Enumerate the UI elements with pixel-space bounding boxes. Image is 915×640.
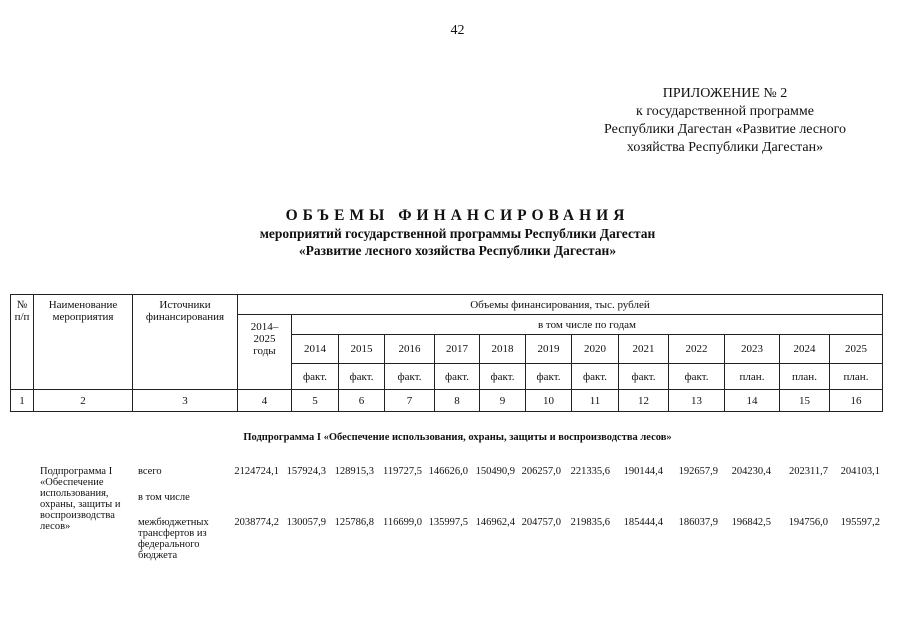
value-cell: 190144,4: [623, 466, 663, 477]
document-title: [0, 206, 915, 259]
column-number: 5: [292, 390, 339, 412]
value-cell: 206257,0: [521, 466, 561, 477]
value-cell: 186037,9: [678, 517, 718, 528]
status-cell: план.: [725, 364, 780, 390]
value-cell: 128915,3: [334, 466, 374, 477]
status-cell: факт.: [572, 364, 619, 390]
year-cell: 2020: [572, 335, 619, 364]
subprogram-header: Подпрограмма I «Обеспечение использования, охраны, защиты и воспроизводства лесов»: [243, 432, 672, 443]
value-cell: 185444,4: [623, 517, 663, 528]
status-cell: факт.: [526, 364, 572, 390]
header-total-years: 2014–2025 годы: [238, 315, 292, 390]
status-cell: факт.: [339, 364, 385, 390]
year-cell: 2019: [526, 335, 572, 364]
title-line-1: ОБЪЕМЫ ФИНАНСИРОВАНИЯ: [285, 207, 630, 224]
year-cell: 2022: [669, 335, 725, 364]
appendix-line: хозяйства Республики Дагестан»: [626, 140, 824, 155]
value-cell: 219835,6: [570, 517, 610, 528]
value-cell: 119727,5: [383, 466, 422, 477]
year-cell: 2021: [619, 335, 669, 364]
column-number: 11: [572, 390, 619, 412]
header-source: Источники финансирования: [133, 295, 238, 390]
column-number: 12: [619, 390, 669, 412]
status-cell: факт.: [385, 364, 435, 390]
appendix-line: ПРИЛОЖЕНИЕ № 2: [662, 86, 788, 101]
status-cell: факт.: [480, 364, 526, 390]
value-cell: 221335,6: [570, 466, 610, 477]
year-cell: 2023: [725, 335, 780, 364]
value-cell: 196842,5: [731, 517, 771, 528]
page-number: 42: [450, 23, 465, 38]
header-name: Наименование мероприятия: [34, 295, 133, 390]
value-cell: 2038774,2: [234, 517, 279, 528]
status-cell: факт.: [619, 364, 669, 390]
year-cell: 2016: [385, 335, 435, 364]
value-cell: 116699,0: [383, 517, 422, 528]
appendix-block: [560, 85, 890, 157]
column-number: 4: [238, 390, 292, 412]
appendix-line: к государственной программе: [636, 104, 814, 119]
column-number: 9: [480, 390, 526, 412]
value-cell: 192657,9: [678, 466, 718, 477]
column-number: 6: [339, 390, 385, 412]
column-number: 1: [11, 390, 34, 412]
column-number: 7: [385, 390, 435, 412]
financing-table: [10, 294, 883, 412]
value-cell: 204103,1: [840, 466, 880, 477]
column-number: 16: [830, 390, 883, 412]
value-cell: 130057,9: [286, 517, 326, 528]
row-source-federal: межбюджетных трансфертов из федерального бюджета: [138, 517, 209, 561]
value-cell: 202311,7: [789, 466, 828, 477]
row-source-total: всего: [138, 466, 162, 477]
value-cell: 146626,0: [428, 466, 468, 477]
value-cell: 194756,0: [788, 517, 828, 528]
value-cell: 204757,0: [521, 517, 561, 528]
year-cell: 2017: [435, 335, 480, 364]
value-cell: 125786,8: [334, 517, 374, 528]
title-line-2: мероприятий государственной программы Республики Дагестан: [259, 226, 656, 241]
column-number: 10: [526, 390, 572, 412]
value-cell: 135997,5: [428, 517, 468, 528]
status-cell: план.: [780, 364, 830, 390]
title-line-3: «Развитие лесного хозяйства Республики Дагестан»: [298, 243, 617, 258]
status-cell: факт.: [435, 364, 480, 390]
year-cell: 2024: [780, 335, 830, 364]
status-cell: план.: [830, 364, 883, 390]
value-cell: 146962,4: [475, 517, 515, 528]
status-cell: факт.: [669, 364, 725, 390]
status-cell: факт.: [292, 364, 339, 390]
header-no: № п/п: [11, 295, 34, 390]
value-cell: 150490,9: [475, 466, 515, 477]
column-number: 13: [669, 390, 725, 412]
value-cell: 2124724,1: [234, 466, 279, 477]
appendix-line: Республики Дагестан «Развитие лесного: [604, 122, 846, 137]
column-number: 14: [725, 390, 780, 412]
value-cell: 157924,3: [286, 466, 326, 477]
value-cell: 195597,2: [840, 517, 880, 528]
header-volumes: Объемы финансирования, тыс. рублей: [238, 295, 883, 315]
year-cell: 2015: [339, 335, 385, 364]
column-number: 15: [780, 390, 830, 412]
column-number: 8: [435, 390, 480, 412]
header-by-years: в том числе по годам: [292, 315, 883, 335]
year-cell: 2014: [292, 335, 339, 364]
year-cell: 2018: [480, 335, 526, 364]
year-cell: 2025: [830, 335, 883, 364]
value-cell: 204230,4: [731, 466, 771, 477]
column-number: 3: [133, 390, 238, 412]
row-name: Подпрограмма I «Обеспечение использования, охраны, защиты и воспроизводства лесов»: [40, 466, 121, 532]
column-number: 2: [34, 390, 133, 412]
row-source-including: в том числе: [138, 492, 190, 503]
